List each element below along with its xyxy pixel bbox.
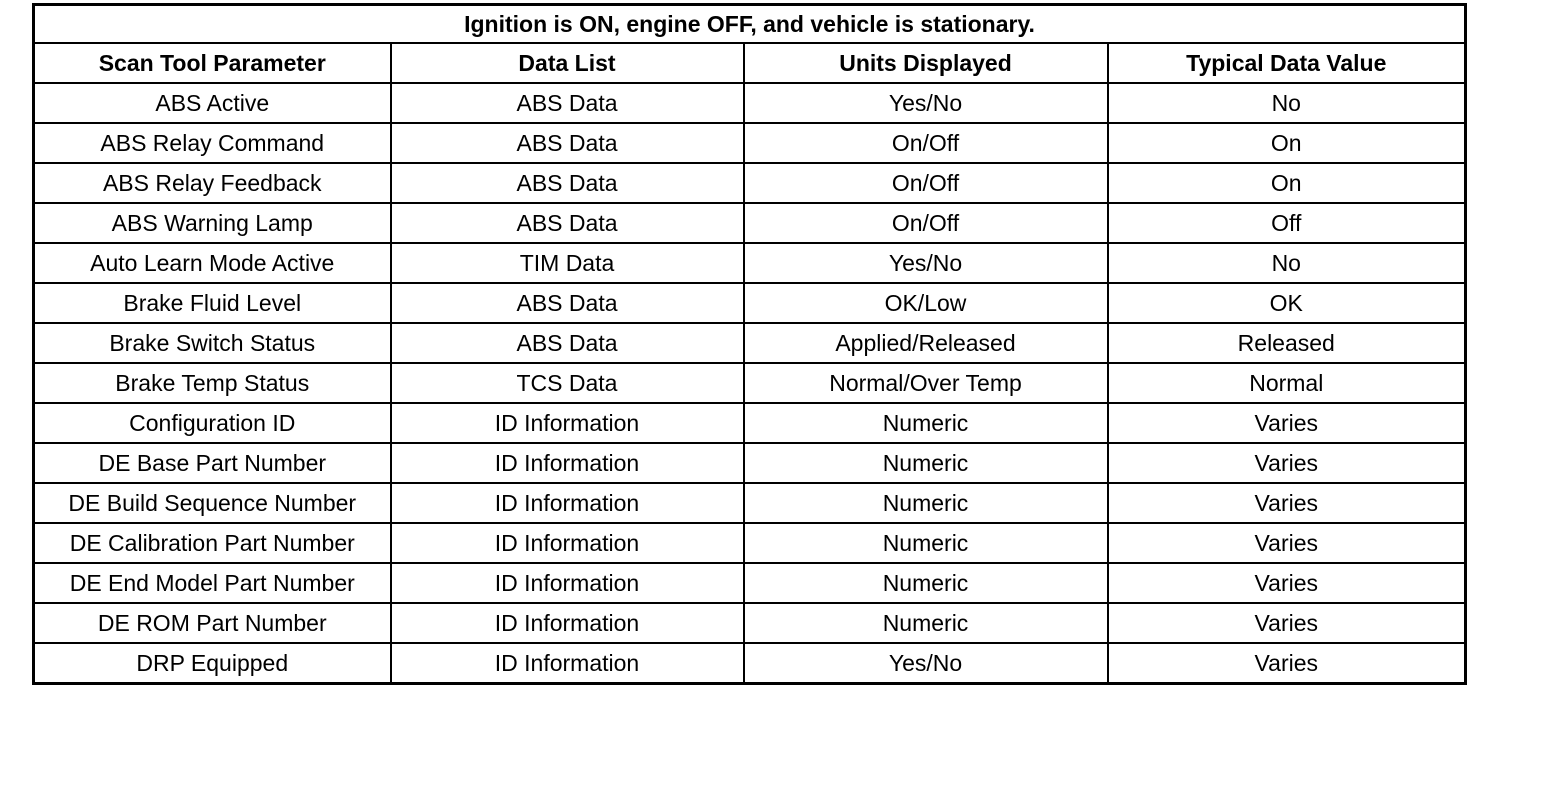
cell-typical-data-value: On xyxy=(1108,163,1466,203)
cell-scan-tool-parameter: Brake Fluid Level xyxy=(34,283,391,323)
cell-scan-tool-parameter: ABS Relay Feedback xyxy=(34,163,391,203)
cell-units-displayed: On/Off xyxy=(744,123,1108,163)
cell-scan-tool-parameter: Configuration ID xyxy=(34,403,391,443)
cell-typical-data-value: On xyxy=(1108,123,1466,163)
table-row xyxy=(34,243,1466,283)
cell-scan-tool-parameter: Auto Learn Mode Active xyxy=(34,243,391,283)
cell-scan-tool-parameter: DE Build Sequence Number xyxy=(34,483,391,523)
cell-units-displayed: Yes/No xyxy=(744,243,1108,283)
table-row xyxy=(34,603,1466,643)
table-row xyxy=(34,83,1466,123)
cell-data-list: ABS Data xyxy=(391,123,744,163)
table-row xyxy=(34,523,1466,563)
table-row xyxy=(34,363,1466,403)
cell-data-list: ID Information xyxy=(391,563,744,603)
cell-units-displayed: Applied/Released xyxy=(744,323,1108,363)
cell-typical-data-value: Varies xyxy=(1108,563,1466,603)
cell-scan-tool-parameter: DE Base Part Number xyxy=(34,443,391,483)
column-header-units-displayed: Units Displayed xyxy=(744,43,1108,83)
cell-units-displayed: Numeric xyxy=(744,523,1108,563)
table-row xyxy=(34,283,1466,323)
cell-data-list: ABS Data xyxy=(391,203,744,243)
cell-scan-tool-parameter: ABS Warning Lamp xyxy=(34,203,391,243)
cell-typical-data-value: Varies xyxy=(1108,443,1466,483)
cell-scan-tool-parameter: DRP Equipped xyxy=(34,643,391,684)
column-header-data-list: Data List xyxy=(391,43,744,83)
cell-units-displayed: Numeric xyxy=(744,563,1108,603)
cell-data-list: ABS Data xyxy=(391,83,744,123)
cell-typical-data-value: Off xyxy=(1108,203,1466,243)
cell-data-list: TCS Data xyxy=(391,363,744,403)
cell-typical-data-value: Varies xyxy=(1108,483,1466,523)
cell-scan-tool-parameter: Brake Temp Status xyxy=(34,363,391,403)
cell-typical-data-value: Varies xyxy=(1108,603,1466,643)
cell-scan-tool-parameter: ABS Active xyxy=(34,83,391,123)
column-header-scan-tool-parameter: Scan Tool Parameter xyxy=(34,43,391,83)
table-body xyxy=(34,83,1466,684)
cell-units-displayed: On/Off xyxy=(744,203,1108,243)
cell-data-list: ID Information xyxy=(391,443,744,483)
cell-typical-data-value: Varies xyxy=(1108,643,1466,684)
cell-data-list: TIM Data xyxy=(391,243,744,283)
table-header-row xyxy=(34,43,1466,83)
cell-scan-tool-parameter: ABS Relay Command xyxy=(34,123,391,163)
cell-scan-tool-parameter: DE Calibration Part Number xyxy=(34,523,391,563)
cell-typical-data-value: No xyxy=(1108,243,1466,283)
cell-units-displayed: Numeric xyxy=(744,603,1108,643)
cell-units-displayed: Normal/Over Temp xyxy=(744,363,1108,403)
table-row xyxy=(34,483,1466,523)
table-caption-row xyxy=(34,5,1466,44)
cell-units-displayed: OK/Low xyxy=(744,283,1108,323)
table-row xyxy=(34,323,1466,363)
table-row xyxy=(34,403,1466,443)
cell-typical-data-value: Varies xyxy=(1108,403,1466,443)
table-row xyxy=(34,643,1466,684)
cell-typical-data-value: No xyxy=(1108,83,1466,123)
cell-scan-tool-parameter: DE End Model Part Number xyxy=(34,563,391,603)
table-row xyxy=(34,163,1466,203)
cell-data-list: ABS Data xyxy=(391,163,744,203)
table-row xyxy=(34,203,1466,243)
cell-typical-data-value: OK xyxy=(1108,283,1466,323)
cell-data-list: ABS Data xyxy=(391,323,744,363)
cell-data-list: ID Information xyxy=(391,603,744,643)
cell-units-displayed: Numeric xyxy=(744,483,1108,523)
cell-typical-data-value: Released xyxy=(1108,323,1466,363)
table-row xyxy=(34,123,1466,163)
cell-units-displayed: Yes/No xyxy=(744,643,1108,684)
cell-typical-data-value: Normal xyxy=(1108,363,1466,403)
cell-units-displayed: Yes/No xyxy=(744,83,1108,123)
table-row xyxy=(34,443,1466,483)
cell-units-displayed: On/Off xyxy=(744,163,1108,203)
table-row xyxy=(34,563,1466,603)
cell-data-list: ABS Data xyxy=(391,283,744,323)
cell-data-list: ID Information xyxy=(391,643,744,684)
cell-scan-tool-parameter: DE ROM Part Number xyxy=(34,603,391,643)
cell-scan-tool-parameter: Brake Switch Status xyxy=(34,323,391,363)
cell-data-list: ID Information xyxy=(391,523,744,563)
cell-units-displayed: Numeric xyxy=(744,403,1108,443)
cell-data-list: ID Information xyxy=(391,403,744,443)
cell-data-list: ID Information xyxy=(391,483,744,523)
cell-units-displayed: Numeric xyxy=(744,443,1108,483)
table-caption: Ignition is ON, engine OFF, and vehicle is stationary. xyxy=(34,5,1466,44)
cell-typical-data-value: Varies xyxy=(1108,523,1466,563)
scan-tool-data-table xyxy=(32,3,1467,685)
column-header-typical-data-value: Typical Data Value xyxy=(1108,43,1466,83)
